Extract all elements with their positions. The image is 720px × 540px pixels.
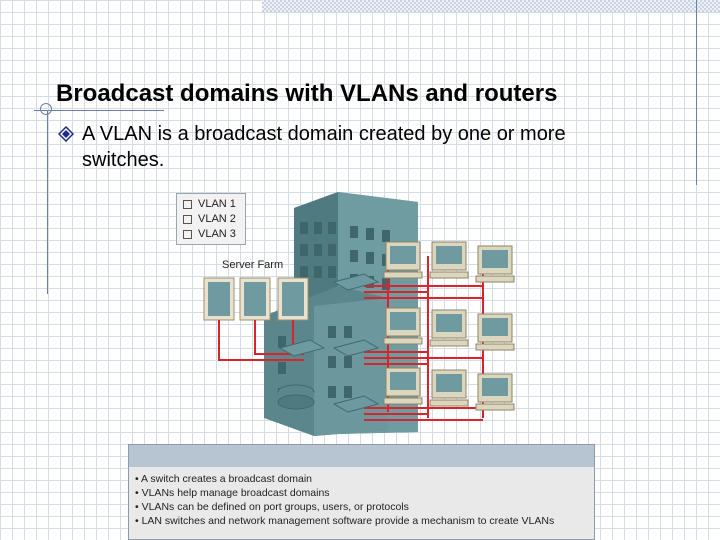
decor-line-left [47, 110, 48, 294]
server-farm-label: Server Farm [222, 259, 284, 271]
bullet-text: A VLAN is a broadcast domain created by one or more switches. [82, 123, 566, 171]
info-item: • VLANs help manage broadcast domains [135, 487, 330, 499]
info-item: • LAN switches and network management software provide a mechanism to create VLANs [135, 515, 555, 527]
top-decor-band [262, 0, 720, 12]
legend-label: VLAN 3 [198, 228, 236, 240]
info-item: • VLANs can be defined on port groups, users, or protocols [135, 501, 409, 513]
legend-swatch-icon [183, 215, 192, 224]
info-item: • A switch creates a broadcast domain [135, 473, 313, 485]
router [278, 385, 314, 409]
decor-line-right [696, 0, 697, 185]
legend-item-vlan1 [183, 198, 236, 210]
decor-line-title [34, 110, 164, 111]
legend-item-vlan3 [183, 228, 236, 240]
servers [204, 278, 308, 320]
decor-circle [40, 103, 52, 115]
vlan-legend [176, 193, 246, 245]
diamond-bullet-icon [58, 126, 74, 142]
legend-swatch-icon [183, 200, 192, 209]
legend-swatch-icon [183, 230, 192, 239]
slide-title: Broadcast domains with VLANs and routers [56, 80, 558, 107]
legend-item-vlan2 [183, 213, 236, 225]
info-panel-body [129, 467, 594, 539]
workstations [384, 242, 514, 410]
legend-label: VLAN 2 [198, 213, 236, 225]
legend-label: VLAN 1 [198, 198, 236, 210]
info-panel [128, 444, 595, 540]
